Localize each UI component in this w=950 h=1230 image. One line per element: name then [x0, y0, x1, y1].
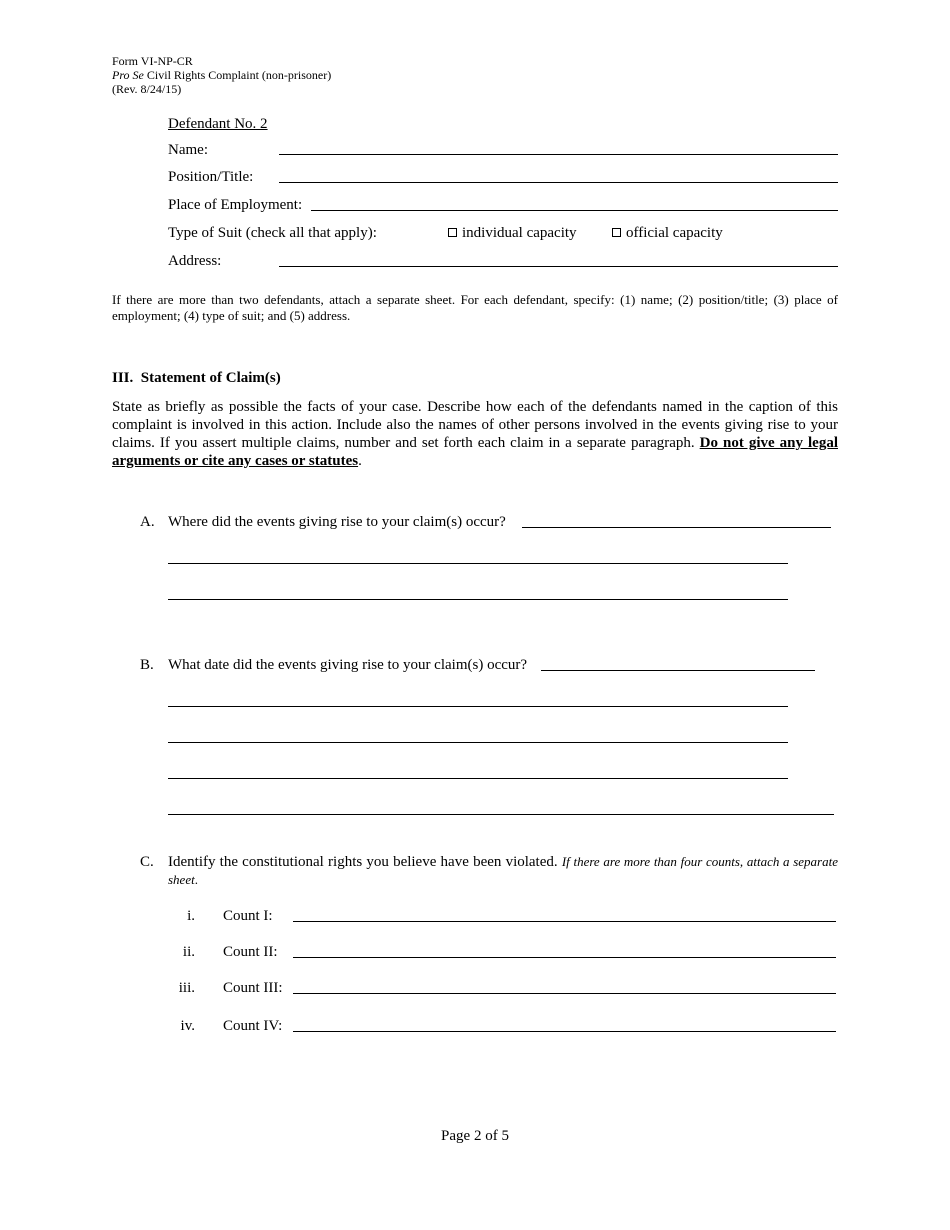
section-3-intro-end: . — [358, 453, 362, 469]
form-header — [112, 54, 331, 96]
defendant-2-employment-field[interactable] — [311, 210, 838, 211]
count-1-number: i. — [187, 908, 195, 924]
official-capacity-label: official capacity — [626, 225, 723, 241]
count-2-number: ii. — [182, 944, 195, 960]
question-b-answer-line-2[interactable] — [168, 706, 788, 707]
question-a-text: Where did the events giving rise to your claim(s) occur? — [168, 514, 506, 530]
question-c-prompt — [168, 853, 838, 889]
defendant-2-suit-type-label: Type of Suit (check all that apply): — [168, 225, 377, 241]
defendant-2-position-label: Position/Title: — [168, 169, 254, 185]
count-1-label: Count I: — [223, 908, 273, 924]
official-capacity-option[interactable] — [612, 224, 723, 242]
page-number: Page 2 of 5 — [441, 1128, 509, 1144]
count-3-number: iii. — [178, 980, 195, 996]
form-title — [112, 68, 331, 82]
section-3-intro-text: State as briefly as possible the facts of your case. Describe how each of the defendants named in the caption of this complaint is involved in this action. Include also the names of other persons involved in the events giving rise to your claims. If you assert multiple claims, number and set forth each claim in a separate paragraph. — [112, 399, 838, 451]
count-2-label: Count II: — [223, 944, 278, 960]
question-a-answer-line-1[interactable] — [522, 527, 831, 528]
question-b-answer-line-5[interactable] — [168, 814, 834, 815]
question-c-note: If there are more than four counts, attach a separate sheet — [168, 854, 838, 887]
count-4-field[interactable] — [293, 1031, 836, 1032]
question-c-text: Identify the constitutional rights you believe have been violated. — [168, 854, 562, 870]
question-a-letter: A. — [140, 514, 155, 530]
section-3-intro-bold: Do not give any legal arguments or cite any cases or statutes — [112, 435, 838, 469]
question-b-answer-line-1[interactable] — [541, 670, 815, 671]
defendant-2-heading: Defendant No. 2 — [168, 116, 268, 132]
official-capacity-checkbox[interactable] — [612, 228, 621, 237]
question-b-answer-line-4[interactable] — [168, 778, 788, 779]
section-3-title: Statement of Claim(s) — [140, 370, 281, 386]
individual-capacity-label: individual capacity — [462, 225, 577, 241]
count-1-field[interactable] — [293, 921, 836, 922]
question-c-letter: C. — [140, 854, 154, 870]
count-2-field[interactable] — [293, 957, 836, 958]
question-b-letter: B. — [140, 657, 154, 673]
defendant-2-name-label: Name: — [168, 142, 208, 158]
defendants-note: If there are more than two defendants, attach a separate sheet. For each defendant, specify: (1) name; (2) position/title; (3) place of employment; (4) type of suit; and (5) address. — [112, 292, 838, 323]
question-b-text: What date did the events giving rise to your claim(s) occur? — [168, 657, 528, 673]
defendant-2-name-field[interactable] — [279, 154, 838, 155]
question-b-answer-line-3[interactable] — [168, 742, 788, 743]
count-3-label: Count III: — [223, 980, 283, 996]
count-4-label: Count IV: — [223, 1018, 283, 1034]
individual-capacity-option[interactable] — [448, 224, 577, 242]
individual-capacity-checkbox[interactable] — [448, 228, 457, 237]
form-revision: (Rev. 8/24/15) — [112, 82, 182, 96]
form-title-rest: Civil Rights Complaint (non-prisoner) — [143, 68, 332, 82]
count-3-field[interactable] — [293, 993, 836, 994]
defendant-2-address-label: Address: — [168, 253, 222, 269]
form-title-italic: Pro Se — [112, 68, 144, 82]
form-id: Form VI-NP-CR — [112, 54, 193, 68]
section-3-intro — [112, 398, 838, 470]
defendant-2-employment-label: Place of Employment: — [168, 197, 303, 213]
defendant-2-address-field[interactable] — [279, 266, 838, 267]
question-a-answer-line-2[interactable] — [168, 563, 788, 564]
question-a-answer-line-3[interactable] — [168, 599, 788, 600]
count-4-number: iv. — [180, 1018, 195, 1034]
section-3-heading — [112, 369, 281, 387]
defendant-2-position-field[interactable] — [279, 182, 838, 183]
section-3-number: III. — [112, 370, 134, 386]
question-c-note-end: . — [194, 872, 198, 887]
